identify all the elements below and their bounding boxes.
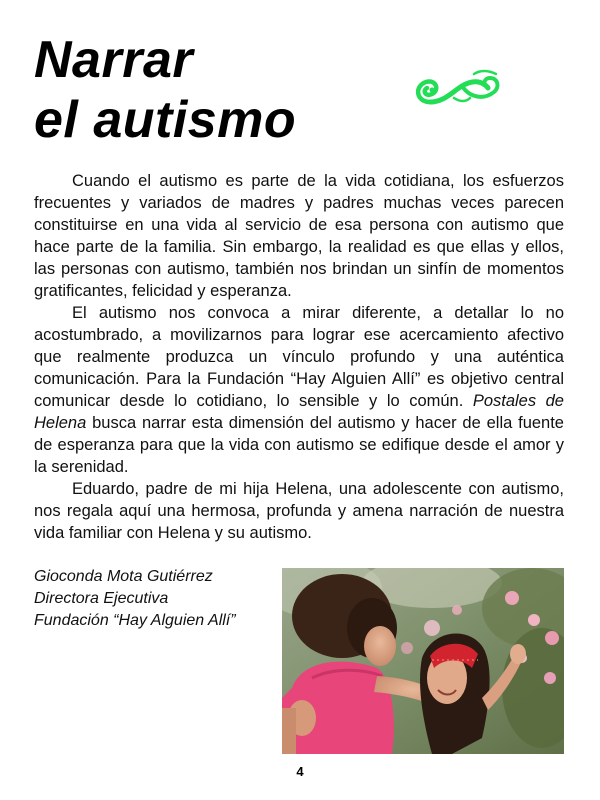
signature-organization: Fundación “Hay Alguien Allí” <box>34 612 236 629</box>
intro-text <box>34 170 564 544</box>
signature-name: Gioconda Mota Gutiérrez <box>34 568 213 585</box>
page-number: 4 <box>296 764 304 779</box>
paragraph-2-end: busca narrar esta dimensión del autismo y hacer de ella fuente de esperanza para que la vida con autismo se edifique desde el amor y la serenidad. <box>34 414 564 476</box>
signature-block <box>34 566 236 632</box>
title-line-1: Narrar <box>34 31 194 89</box>
page-title <box>34 30 296 150</box>
mother-hugging-child-photo <box>282 568 564 754</box>
green-swirl-ornament-icon <box>408 66 506 116</box>
book-title-italic: Postales de Helena <box>34 392 564 432</box>
paragraph-2-start: El autismo nos convoca a mirar diferente, a detallar lo no acostumbrado, a movilizarnos para lograr ese acercamiento afectivo que realmente produzca un vínculo profundo y una auténtica comunicación. Para la Fundación “Hay Alguien Allí” es objetivo central comunicar desde lo cotidiano, lo sensible y lo común. <box>34 304 564 410</box>
title-line-2: el autismo <box>34 91 297 149</box>
paragraph-2 <box>34 302 564 478</box>
paragraph-1: Cuando el autismo es parte de la vida cotidiana, los esfuerzos frecuentes y variados de madres y padres muchas veces parecen constituirse en una vida al servicio de esa persona con autismo que hace parte de la familia. Sin embargo, la realidad es que ellas y ellos, las personas con autismo, también nos brindan un sinfín de momentos gratificantes, felicidad y esperanza. <box>34 172 564 300</box>
paragraph-3: Eduardo, padre de mi hija Helena, una adolescente con autismo, nos regala aquí una hermosa, profunda y amena narración de nuestra vida familiar con Helena y su autismo. <box>34 480 564 542</box>
signature-role: Directora Ejecutiva <box>34 590 169 607</box>
